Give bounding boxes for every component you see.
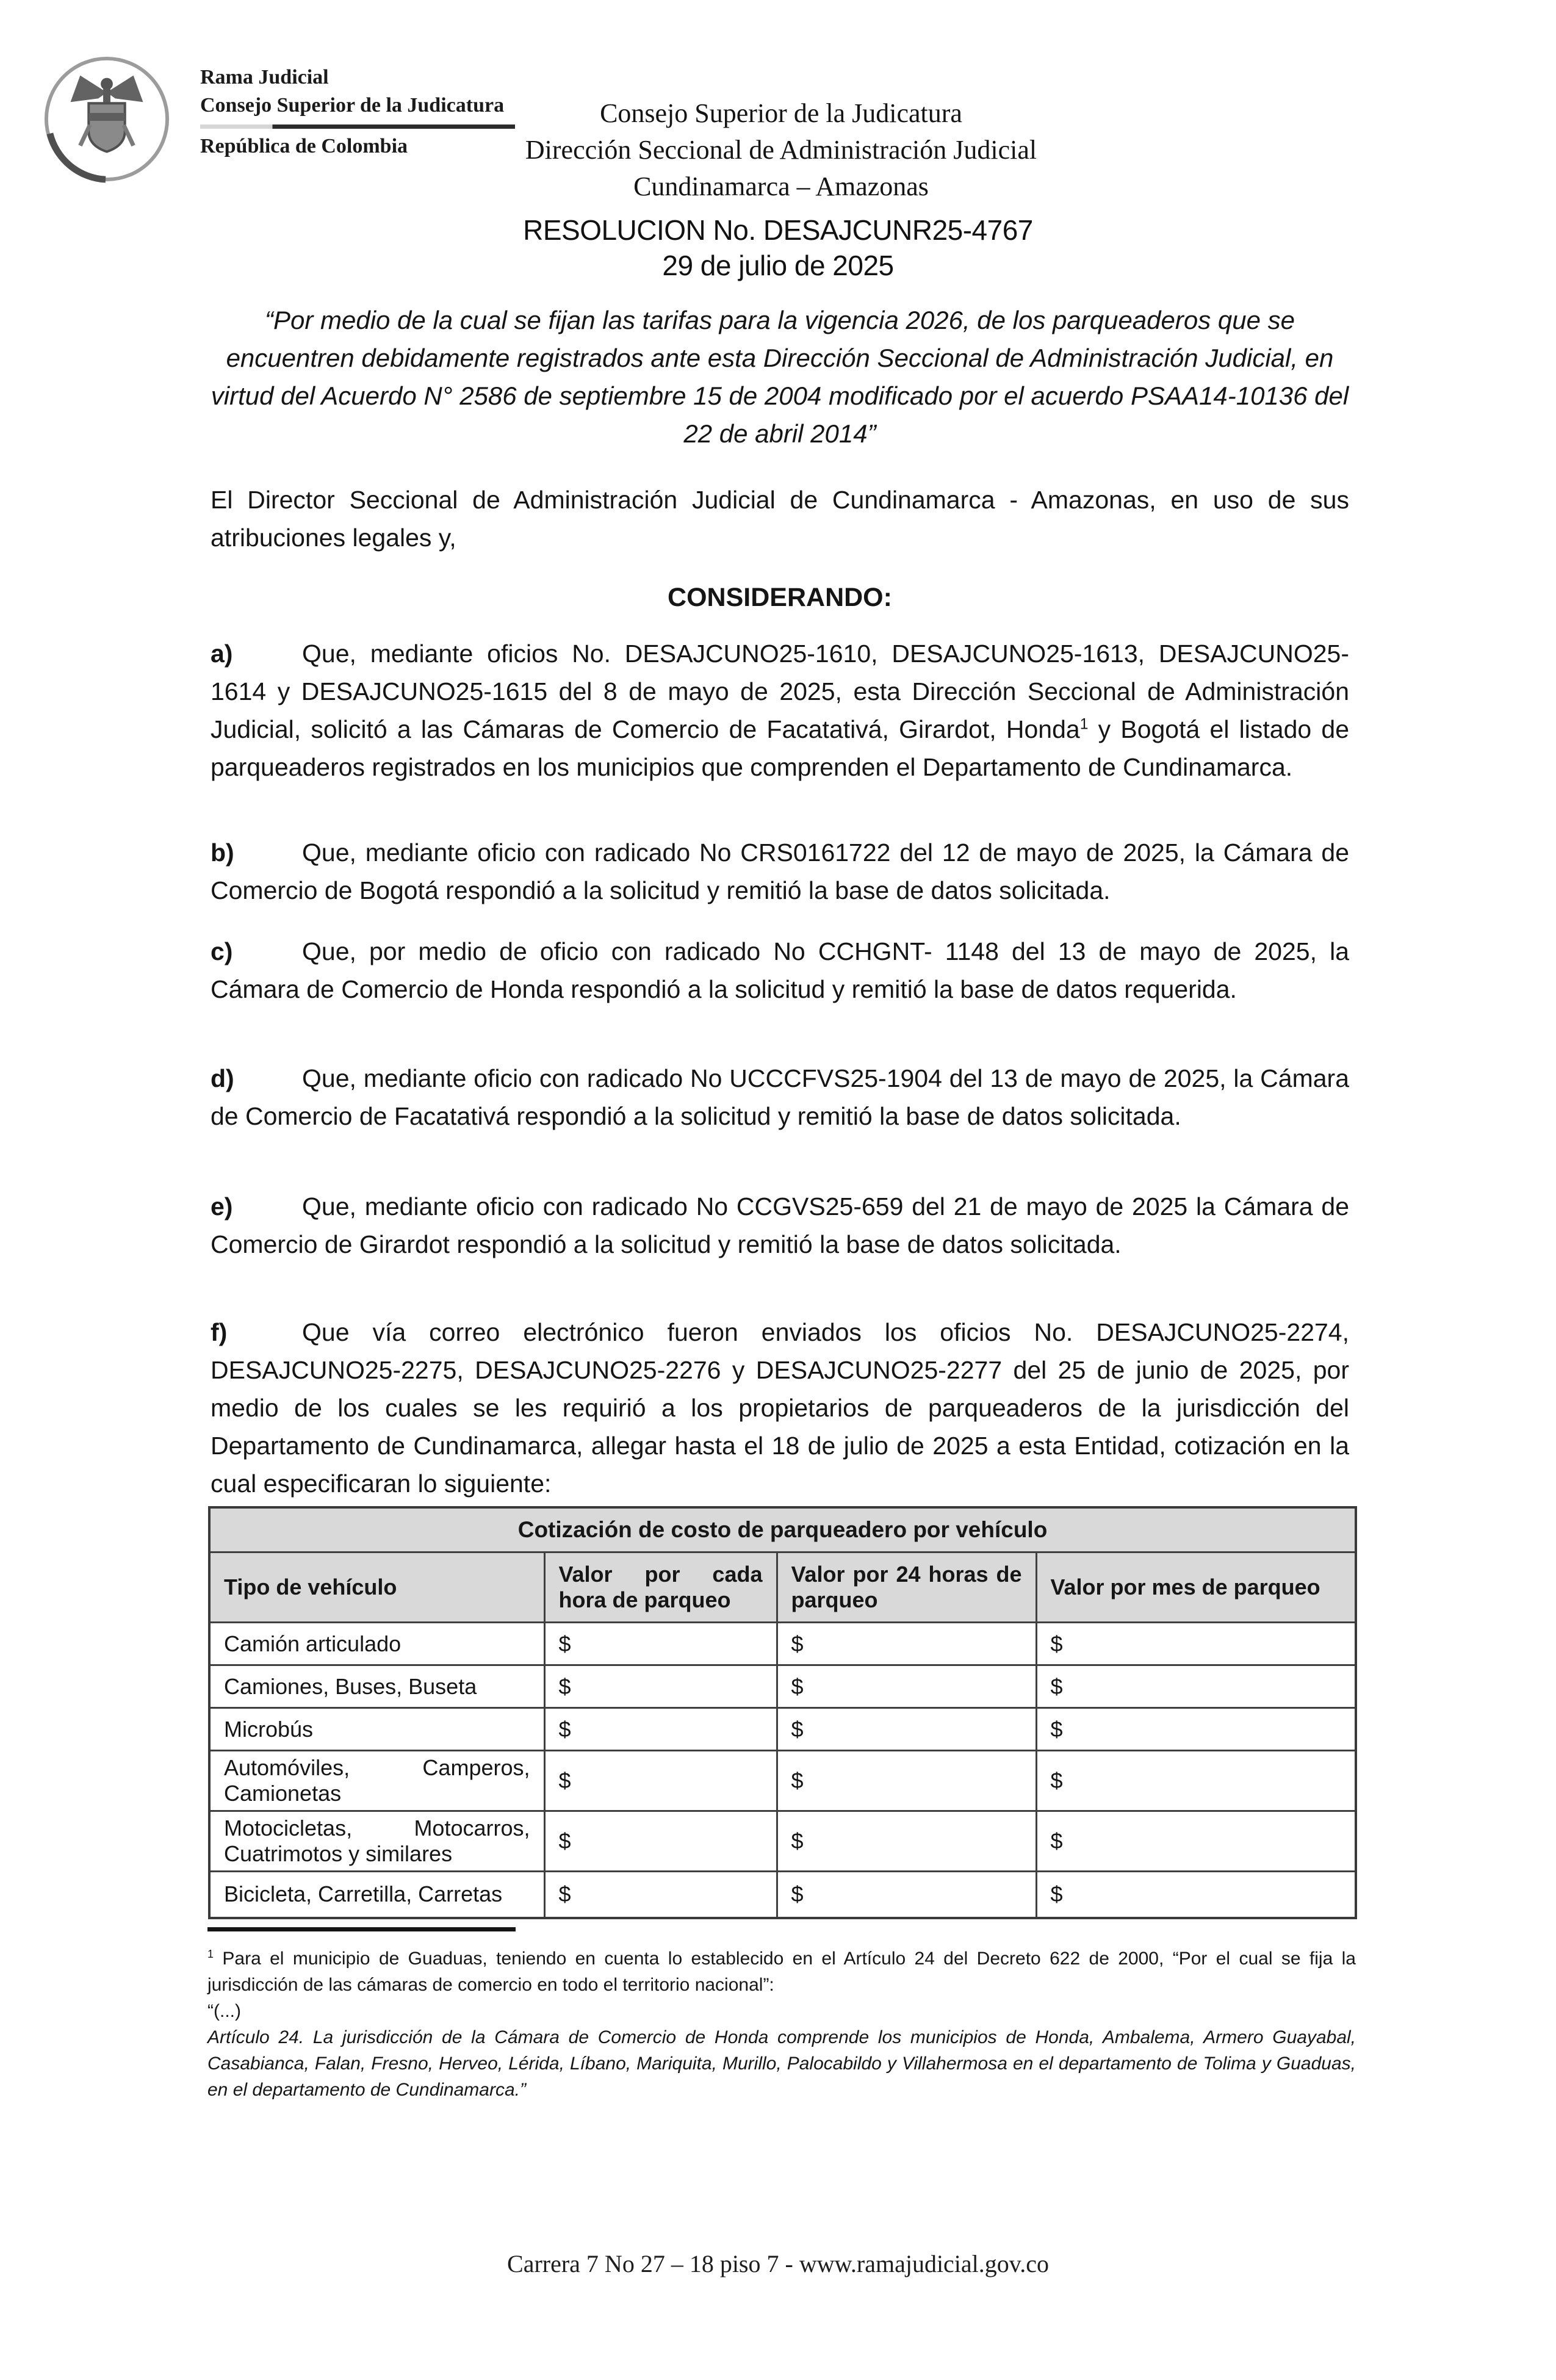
- footnote-article-quote: Artículo 24. La jurisdicción de la Cámara de Comercio de Honda comprende los municipios de Honda, Ambalema, Armero Guayabal, Casabianca, Falan, Fresno, Herveo, Lérida, Líbano, Mariquita, Murillo, Palocabildo y Villahermosa en el departamento de Tolima y Guaduas, en el departamento de Cundinamarca.”: [207, 2027, 1356, 2100]
- colombia-emblem-icon: [40, 54, 173, 187]
- col-header-valor-mes: Valor por mes de parqueo: [1036, 1552, 1356, 1623]
- table-row: [209, 1872, 1356, 1918]
- item-label: a): [211, 640, 233, 668]
- table-row: [209, 1708, 1356, 1751]
- resolution-number: RESOLUCION No. DESAJCUNR25-4767: [523, 214, 1033, 246]
- value-cell: $: [544, 1623, 777, 1665]
- entity-header-block: [482, 95, 1080, 205]
- considerando-item-e: e) Que, mediante oficio con radicado No CCGVS25-659 del 21 de mayo de 2025 la Cámara de Comercio de Girardot respondió a la solicitud y remitió la base de datos solicitada.: [211, 1188, 1349, 1263]
- footnote-separator-rule: [207, 1927, 516, 1931]
- value-cell: $: [1036, 1751, 1356, 1811]
- vehicle-type-cell: Camiones, Buses, Buseta: [209, 1665, 544, 1708]
- resolution-date: 29 de julio de 2025: [662, 250, 894, 281]
- value-cell: $: [544, 1872, 777, 1918]
- vehicle-type-cell: Microbús: [209, 1708, 544, 1751]
- vehicle-type-cell: Camión articulado: [209, 1623, 544, 1665]
- value-cell: $: [1036, 1623, 1356, 1665]
- considerando-item-f: f) Que vía correo electrónico fueron enviados los oficios No. DESAJCUNO25-2274, DESAJCUNO25-2275, DESAJCUNO25-2276 y DESAJCUNO25-2277 del 25 de junio de 2025, por medio de los cuales se les requirió a los propietarios de parqueaderos de la jurisdicción del Departamento de Cundinamarca, allegar hasta el 18 de julio de 2025 a esta Entidad, cotización en la cual especificaran lo siguiente:: [211, 1313, 1349, 1502]
- entity-line-direccion: Dirección Seccional de Administración Judicial: [525, 135, 1037, 165]
- footnote-reference-superscript: 1: [1079, 716, 1089, 733]
- cotizacion-table: [208, 1506, 1357, 1919]
- item-label: f): [211, 1318, 228, 1346]
- table-row: [209, 1751, 1356, 1811]
- footer-address: Carrera 7 No 27 – 18 piso 7 - www.ramajudicial.gov.co: [507, 2250, 1049, 2277]
- item-label: e): [211, 1192, 233, 1221]
- entity-line-consejo: Consejo Superior de la Judicatura: [600, 98, 962, 128]
- value-cell: $: [777, 1623, 1036, 1665]
- table-header-row: [209, 1552, 1356, 1623]
- vehicle-type-cell: Motocicletas, Motocarros, Cuatrimotos y similares: [209, 1811, 544, 1872]
- considerando-item-a: a) Que, mediante oficios No. DESAJCUNO25-1610, DESAJCUNO25-1613, DESAJCUNO25-1614 y DESAJCUNO25-1615 del 8 de mayo de 2025, esta Dirección Seccional de Administración Judicial, solicitó a las Cámaras de Comercio de Facatativá, Girardot, Honda$^1$ y Bogotá el listado de parqueaderos registrados en los municipios que comprenden el Departamento de Cundinamarca.: [211, 635, 1349, 786]
- value-cell: $: [1036, 1872, 1356, 1918]
- footnote-block: [207, 1945, 1356, 2103]
- value-cell: $: [544, 1811, 777, 1872]
- considerando-item-b: b) Que, mediante oficio con radicado No CRS0161722 del 12 de mayo de 2025, la Cámara de Comercio de Bogotá respondió a la solicitud y remitió la base de datos solicitada.: [211, 834, 1349, 909]
- value-cell: $: [777, 1872, 1036, 1918]
- vehicle-type-cell: Automóviles, Camperos, Camionetas: [209, 1751, 544, 1811]
- value-cell: $: [544, 1751, 777, 1811]
- value-cell: $: [777, 1751, 1036, 1811]
- col-header-valor-24h: Valor por 24 horas de parqueo: [777, 1552, 1036, 1623]
- value-cell: $: [1036, 1708, 1356, 1751]
- cotizacion-table-wrap: [208, 1506, 1355, 1919]
- resolution-title-block: [0, 212, 1556, 283]
- value-cell: $: [777, 1665, 1036, 1708]
- value-cell: $: [777, 1811, 1036, 1872]
- footnote-ellipsis: “(...): [207, 2001, 241, 2021]
- logo-line-republica: República de Colombia: [200, 135, 408, 157]
- item-label: b): [211, 838, 234, 867]
- footnote-body: Para el municipio de Guaduas, teniendo en cuenta lo establecido en el Artículo 24 del Decreto 622 de 2000, “Por el cual se fija la jurisdicción de las cámaras de comercio en todo el territorio nacional”:: [207, 1949, 1356, 1995]
- value-cell: $: [777, 1708, 1036, 1751]
- logo-line-rama-judicial: Rama Judicial: [200, 66, 329, 88]
- considerando-item-d: d) Que, mediante oficio con radicado No UCCCFVS25-1904 del 13 de mayo de 2025, la Cámara de Comercio de Facatativá respondió a la solicitud y remitió la base de datos solicitada.: [211, 1059, 1349, 1135]
- logo-divider-rule: [200, 124, 515, 129]
- considerando-item-c: c) Que, por medio de oficio con radicado No CCHGNT- 1148 del 13 de mayo de 2025, la Cámara de Comercio de Honda respondió a la solicitud y remitió la base de datos requerida.: [211, 932, 1349, 1008]
- table-row: [209, 1623, 1356, 1665]
- table-row: [209, 1811, 1356, 1872]
- value-cell: $: [544, 1665, 777, 1708]
- table-row: [209, 1665, 1356, 1708]
- table-title: Cotización de costo de parqueadero por vehículo: [209, 1507, 1356, 1552]
- item-label: d): [211, 1064, 234, 1092]
- coat-of-arms-logo: [40, 54, 173, 187]
- item-label: c): [211, 937, 233, 965]
- considerando-heading: CONSIDERANDO:: [668, 583, 892, 612]
- value-cell: $: [544, 1708, 777, 1751]
- entity-line-cundinamarca: Cundinamarca – Amazonas: [633, 171, 929, 201]
- table-title-row: [209, 1507, 1356, 1552]
- vehicle-type-cell: Bicicleta, Carretilla, Carretas: [209, 1872, 544, 1918]
- col-header-valor-hora: Valor por cada hora de parqueo: [544, 1552, 777, 1623]
- logo-line-consejo: Consejo Superior de la Judicatura: [200, 94, 505, 117]
- intro-paragraph: El Director Seccional de Administración Judicial de Cundinamarca - Amazonas, en uso de sus atribuciones legales y,: [211, 486, 1349, 552]
- value-cell: $: [1036, 1665, 1356, 1708]
- value-cell: $: [1036, 1811, 1356, 1872]
- purpose-quote: “Por medio de la cual se fijan las tarifas para la vigencia 2026, de los parqueaderos que se encuentren debidamente registrados ante esta Dirección Seccional de Administración Judicial, en virtud del Acuerdo N° 2586 de septiembre 15 de 2004 modificado por el acuerdo PSAA14-10136 del 22 de abril 2014”: [211, 306, 1349, 448]
- footnote-marker: 1: [207, 1948, 214, 1960]
- footnote-text: [207, 1945, 1356, 1998]
- col-header-tipo-vehiculo: Tipo de vehículo: [209, 1552, 544, 1623]
